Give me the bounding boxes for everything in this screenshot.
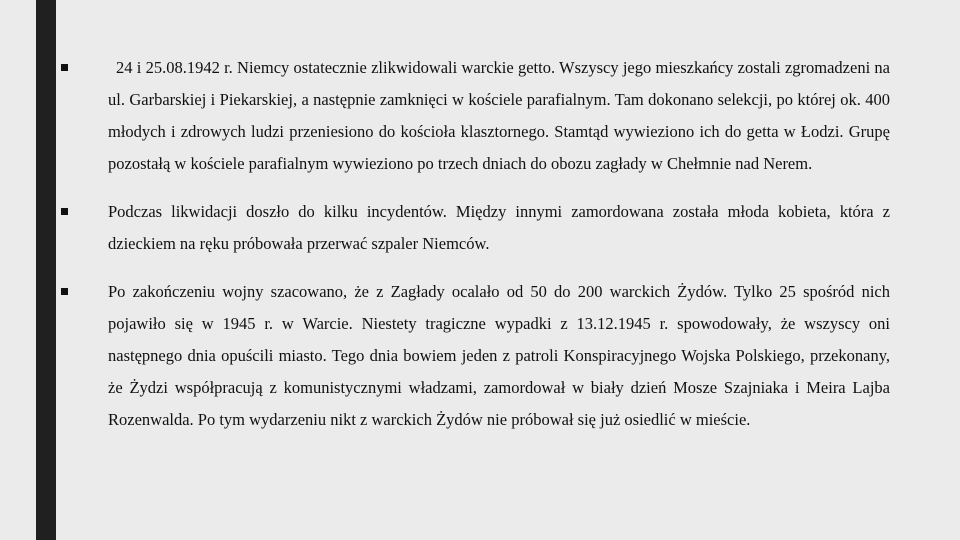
bullet-list (60, 52, 890, 436)
square-bullet-icon (61, 288, 68, 295)
square-bullet-icon (61, 64, 68, 71)
bullet-text: Podczas likwidacji doszło do kilku incydentów. Między innymi zamordowana została młoda kobieta, która z dzieckiem na ręku próbowała przerwać szpaler Niemców. (108, 202, 890, 253)
bullet-text: Po zakończeniu wojny szacowano, że z Zagłady ocalało od 50 do 200 warckich Żydów. Tylko 25 spośród nich pojawiło się w 1945 r. w Warcie. Niestety tragiczne wypadki z 13.12.1945 r. spowodowały, że wszyscy oni następnego dnia opuścili miasto. Tego dnia bowiem jeden z patroli Konspiracyjnego Wojska Polskiego, przekonany, że Żydzi współpracują z komunistycznymi władzami, zamordował w biały dzień Mosze Szajniaka i Meira Lajba Rozenwalda. Po tym wydarzeniu nikt z warckich Żydów nie próbował się już osiedlić w mieście. (108, 282, 890, 429)
bullet-item (60, 276, 890, 436)
square-bullet-icon (61, 208, 68, 215)
left-accent-bar (36, 0, 56, 540)
bullet-item (60, 196, 890, 260)
bullet-item (60, 52, 890, 180)
bullet-text: 24 i 25.08.1942 r. Niemcy ostatecznie zlikwidowali warckie getto. Wszyscy jego mieszkańcy zostali zgromadzeni na ul. Garbarskiej i Piekarskiej, a następnie zamknięci w kościele parafialnym. Tam dokonano selekcji, po której ok. 400 młodych i zdrowych ludzi przeniesiono do kościoła klasztornego. Stamtąd wywieziono ich do getta w Łodzi. Grupę pozostałą w kościele parafialnym wywieziono po trzech dniach do obozu zagłady w Chełmnie nad Nerem. (108, 58, 890, 173)
